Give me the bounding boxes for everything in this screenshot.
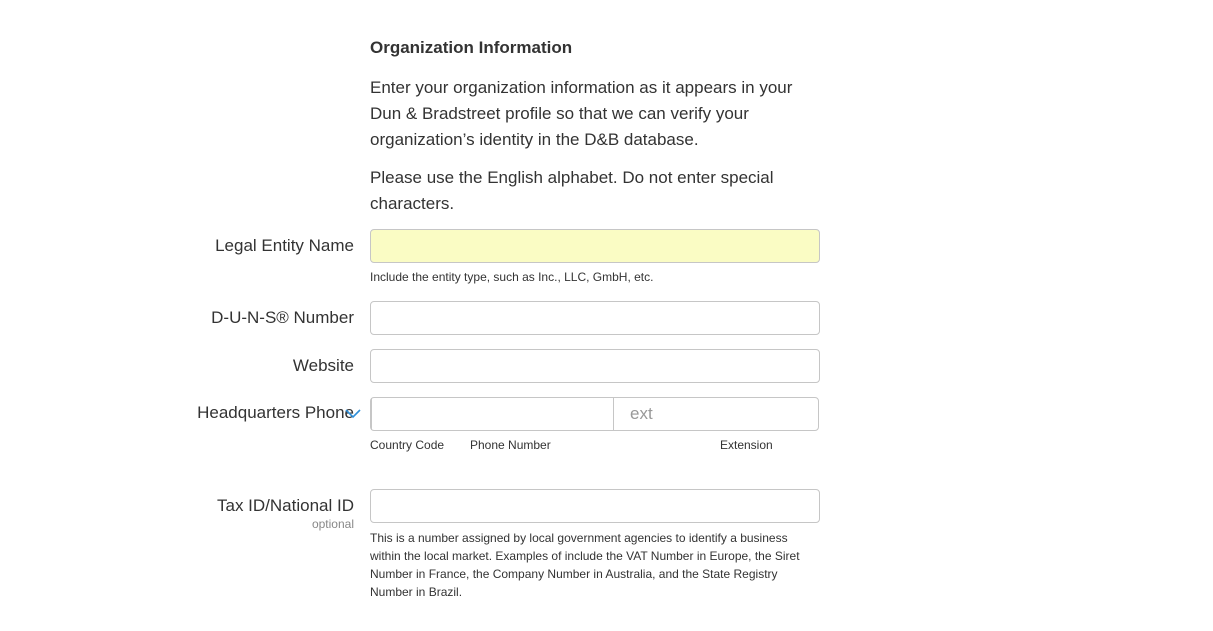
phone-number-caption: Phone Number [470, 438, 551, 452]
intro-text: Enter your organization information as it appears in your Dun & Bradstreet profile so that we can verify your organization’s identity in the D&B database. [370, 78, 793, 149]
headquarters-phone-group [370, 397, 819, 431]
legal-entity-name-label: Legal Entity Name [215, 236, 354, 255]
section-title: Organization Information [370, 38, 573, 57]
tax-id-help: This is a number assigned by local government agencies to identify a business within the local market. Examples of include the VAT Number in Europe, the Siret Number in France, the Company Number in Australia, and the State Registry Number in Brazil. [370, 531, 800, 599]
website-input[interactable] [370, 349, 820, 383]
tax-id-label: Tax ID/National ID [217, 496, 354, 515]
country-code-caption: Country Code [370, 438, 445, 452]
website-label: Website [292, 356, 354, 375]
headquarters-phone-label: Headquarters Phone [197, 403, 354, 422]
legal-entity-name-input[interactable] [370, 229, 820, 263]
extension-input[interactable] [614, 398, 867, 430]
duns-number-input[interactable] [370, 301, 820, 335]
legal-entity-name-help: Include the entity type, such as Inc., LLC, GmbH, etc. [370, 270, 654, 284]
tax-id-optional-label: optional [311, 517, 354, 531]
country-code-select[interactable] [371, 398, 372, 430]
chevron-down-icon [345, 409, 361, 419]
alphabet-note: Please use the English alphabet. Do not enter special characters. [370, 168, 774, 213]
duns-number-label: D-U-N-S® Number [211, 308, 354, 327]
phone-number-input[interactable] [372, 398, 614, 430]
extension-caption: Extension [720, 438, 773, 452]
tax-id-input[interactable] [370, 489, 820, 523]
